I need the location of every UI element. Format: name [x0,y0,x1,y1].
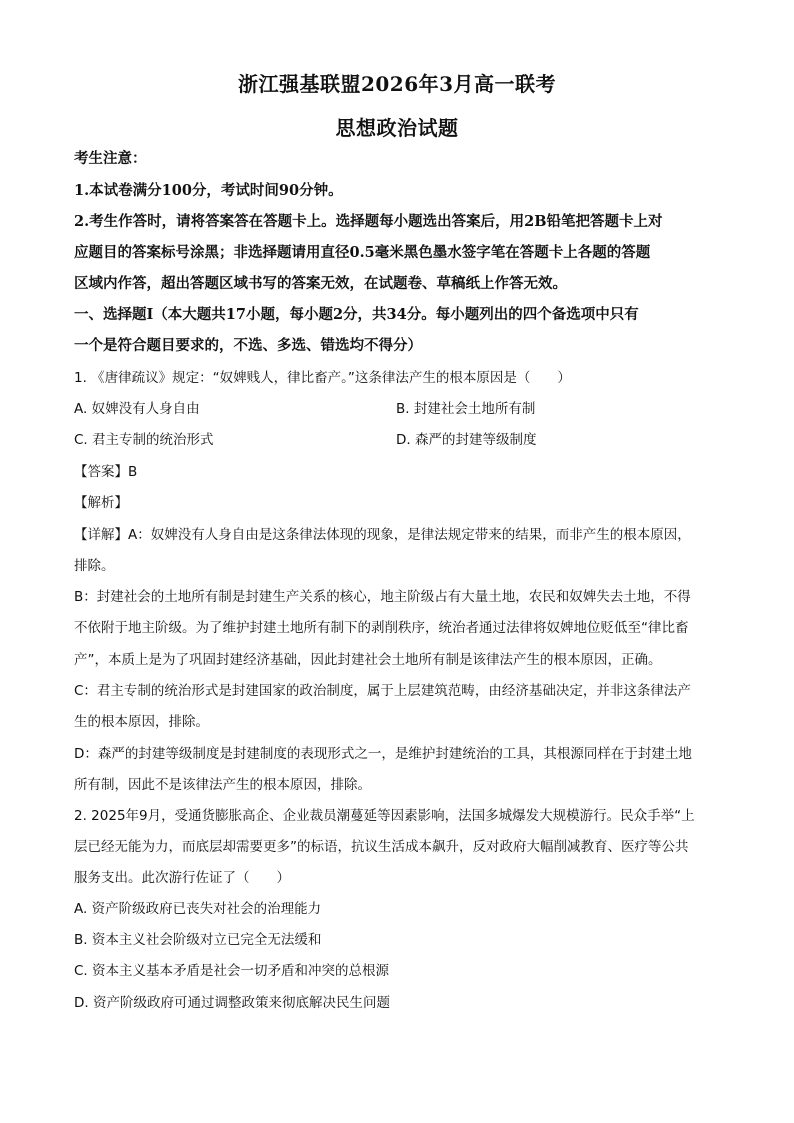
notice-item-1: 1.本试卷满分100分，考试时间90分钟。 [74,182,343,199]
question-1-option-b: B. 封建社会土地所有制 [396,401,536,417]
notice-item-2-line-3: 区域内作答，超出答题区域书写的答案无效，在试题卷、草稿纸上作答无效。 [74,275,567,292]
answer-label: 【答案】 [74,464,128,480]
explanation-b-line-1: B：封建社会的土地所有制是封建生产关系的核心，地主阶级占有大量土地，农民和奴婢失去土地，不得 [74,589,691,605]
explanation-b-line-2: 不依附于地主阶级。为了维护封建土地所有制下的剥削秩序，统治者通过法律将奴婢地位贬低至“律比畜 [74,620,689,636]
question-2-stem-line-1: 2. 2025年9月，受通货膨胀高企、企业裁员潮蔓延等因素影响，法国多城爆发大规模游行。民众手举“上 [74,808,695,824]
exam-title: 浙江强基联盟2026年3月高一联考 [237,72,557,96]
explanation-a-line-2: 排除。 [74,558,115,574]
explanation-a-line-1: A：奴婢没有人身自由是这条律法体现的现象，是律法规定带来的结果，而非产生的根本原因， [128,527,691,543]
notice-item-2-line-1: 2.考生作答时，请将答案答在答题卡上。选择题每小题选出答案后，用2B铅笔把答题卡上对 [74,213,663,230]
question-1-analysis-label: 【解析】 [74,495,128,511]
explanation-d-line-2: 所有制，因此不是该律法产生的根本原因，排除。 [74,777,371,793]
section-1-heading-line-2: 一个是符合题目要求的，不选、多选、错选均不得分） [74,337,422,354]
notice-item-2-line-2: 应题目的答案标号涂黑；非选择题请用直径0.5毫米黑色墨水签字笔在答题卡上各题的答题 [74,244,651,261]
question-1-option-c: C. 君主专制的统治形式 [74,432,214,448]
question-1-option-a: A. 奴婢没有人身自由 [74,401,200,417]
question-1-detail [74,525,722,545]
question-1-option-d: D. 森严的封建等级制度 [396,432,537,448]
explanation-b-line-3: 产”，本质上是为了巩固封建经济基础，因此封建社会土地所有制是该律法产生的根本原因，正确。 [74,652,662,668]
question-1-stem: 1. 《唐律疏议》规定：“奴婢贱人，律比畜产。”这条律法产生的根本原因是（ ） [74,370,571,386]
question-2-stem-line-3: 服务支出。此次游行佐证了（ ） [74,870,290,886]
question-2-option-c: C. 资本主义基本矛盾是社会一切矛盾和冲突的总根源 [74,963,390,979]
detail-label: 【详解】 [74,527,128,543]
notice-heading: 考生注意： [74,150,147,167]
question-1-answer [74,462,722,482]
answer-value: B [128,464,138,480]
exam-subtitle: 思想政治试题 [335,116,459,140]
question-2-stem-line-2: 层已经无能为力，而底层却需要更多”的标语，抗议生活成本飙升，反对政府大幅削减教育、医疗等公共 [74,839,689,855]
question-2-option-d: D. 资产阶级政府可通过调整政策来彻底解决民生问题 [74,995,390,1011]
section-1-heading-line-1: 一、选择题Ⅰ（本大题共17小题，每小题2分，共34分。每小题列出的四个备选项中只有 [74,306,639,323]
explanation-c-line-1: C：君主专制的统治形式是封建国家的政治制度，属于上层建筑范畴，由经济基础决定，并非这条律法产 [74,683,691,699]
explanation-d-line-1: D：森严的封建等级制度是封建制度的表现形式之一，是维护封建统治的工具，其根源同样在于封建土地 [74,746,692,762]
question-2-option-a: A. 资产阶级政府已丧失对社会的治理能力 [74,901,322,917]
question-2-option-b: B. 资本主义社会阶级对立已完全无法缓和 [74,932,322,948]
explanation-c-line-2: 生的根本原因，排除。 [74,714,209,730]
